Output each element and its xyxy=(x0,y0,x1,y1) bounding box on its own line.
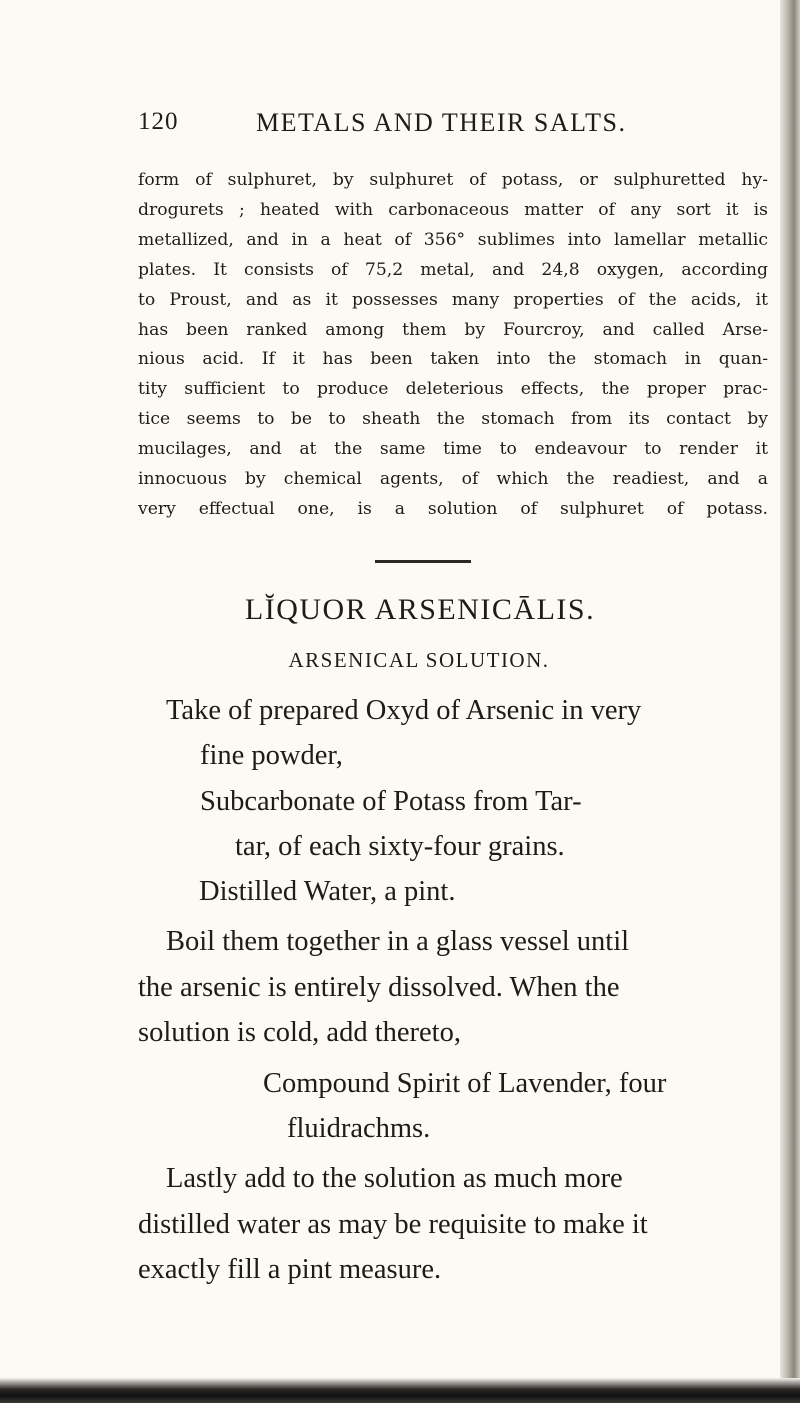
paragraph-line: mucilages, and at the same time to endeavour to render it xyxy=(138,439,768,460)
page-edge-shadow xyxy=(780,0,800,1403)
recipe-line: the arsenic is entirely dissolved. When the xyxy=(138,972,620,1003)
paragraph-line: to Proust, and as it possesses many properties of the acids, it xyxy=(138,289,768,310)
recipe-line: distilled water as may be requisite to make it xyxy=(138,1209,648,1240)
paragraph-line: plates. It consists of 75,2 metal, and 24,8 oxygen, according xyxy=(138,259,768,280)
running-header xyxy=(138,108,658,148)
page-number: 120 xyxy=(138,108,179,135)
paragraph-line: tity sufficient to produce deleterious effects, the proper prac- xyxy=(138,379,768,400)
recipe-line: fluidrachms. xyxy=(287,1113,431,1144)
recipe-line: exactly fill a pint measure. xyxy=(138,1254,442,1285)
recipe-line: Boil them together in a glass vessel until xyxy=(166,926,630,957)
recipe-line: Take of prepared Oxyd of Arsenic in very xyxy=(166,695,642,726)
arsenic-paragraph xyxy=(138,166,768,525)
section-title: LĬQUOR ARSENICĀLIS. xyxy=(244,593,596,626)
recipe-line: Distilled Water, a pint. xyxy=(199,876,456,907)
paragraph-line: tice seems to be to sheath the stomach from its contact by xyxy=(138,409,768,430)
recipe-line: tar, of each sixty-four grains. xyxy=(235,831,565,862)
section-divider xyxy=(375,560,471,563)
recipe-line: Lastly add to the solution as much more xyxy=(166,1163,623,1194)
page-bottom-edge xyxy=(0,1378,800,1403)
paragraph-line: nious acid. If it has been taken into the stomach in quan- xyxy=(138,349,768,370)
paragraph-line: innocuous by chemical agents, of which the readiest, and a xyxy=(138,469,768,490)
paragraph-line: has been ranked among them by Fourcroy, and called Arse- xyxy=(138,319,768,340)
paragraph-line: form of sulphuret, by sulphuret of potass, or sulphuretted hy- xyxy=(138,170,768,190)
paragraph-line: metallized, and in a heat of 356° sublimes into lamellar metallic xyxy=(138,229,768,250)
paragraph-line: drogurets ; heated with carbonaceous matter of any sort it is xyxy=(138,199,768,220)
section-subtitle: ARSENICAL SOLUTION. xyxy=(288,648,550,672)
running-title: METALS AND THEIR SALTS. xyxy=(256,108,627,137)
recipe-line: Compound Spirit of Lavender, four xyxy=(263,1068,667,1099)
recipe-line: fine powder, xyxy=(200,740,343,771)
recipe-line: solution is cold, add thereto, xyxy=(138,1017,461,1048)
recipe-line: Subcarbonate of Potass from Tar- xyxy=(200,786,582,817)
paragraph-line: very effectual one, is a solution of sulphuret of potass. xyxy=(138,498,768,519)
